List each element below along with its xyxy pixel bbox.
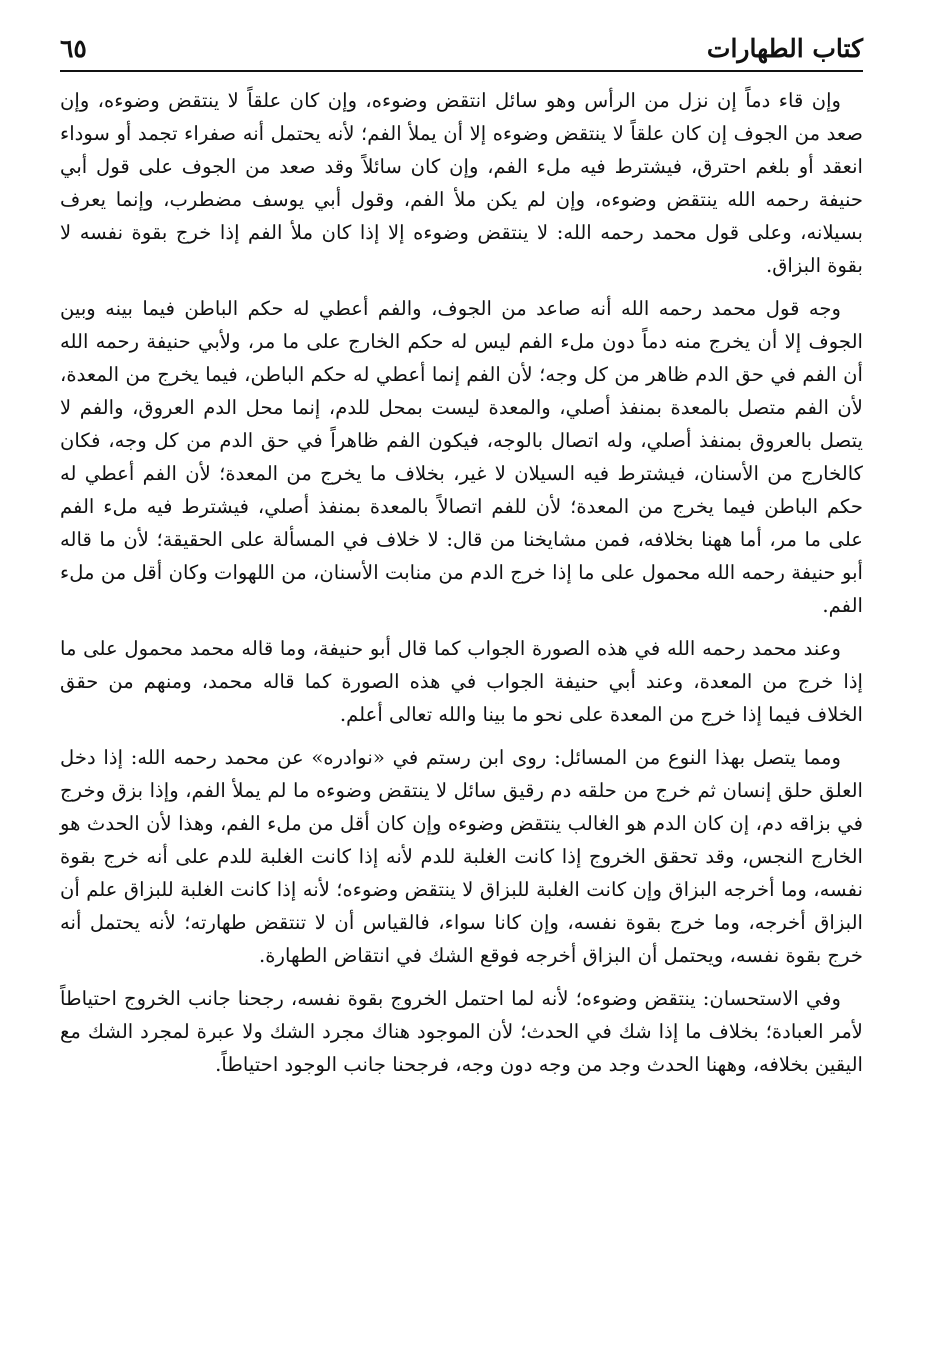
- body-text: [60, 84, 863, 1346]
- paragraph: وعند محمد رحمه الله في هذه الصورة الجواب كما قال أبو حنيفة، وما قاله محمد محمول على ما إذا خرج من المعدة، وعند أبي حنيفة الجواب في هذه الصورة كما قاله محمد، ومنهم من حقق الخلاف فيما إذا خرج من المعدة على نحو ما بينا والله تعالى أعلم.: [60, 637, 863, 726]
- paragraph: ومما يتصل بهذا النوع من المسائل: روى ابن رستم في «نوادره» عن محمد رحمه الله: إذا دخل العلق حلق إنسان ثم خرج من حلقه دم رقيق سائل لا ينتقض وضوءه ما لم يملأ الفم، وإذا بزق وخرج في بزاقه دم، إن كان الدم هو الغالب ينتقض وضوءه وإن كان أقل من ملء الفم، وهذا لأن الحدث هو الخارج النجس، وقد تحقق الخروج إذا كانت الغلبة للدم لأنه إذا كانت الغلبة للدم على أنه خرج بقوة نفسه، وما أخرجه البزاق وإن كانت الغلبة للبزاق لا ينتقض وضوءه؛ لأنه إذا كانت الغلبة للبزاق علم أن البزاق أخرجه، وما خرج بقوة نفسه، وإن كانا سواء، فالقياس أن لا تنتقض طهارته؛ لأنه يحتمل أنه خرج بقوة نفسه، ويحتمل أن البزاق أخرجه فوقع الشك في انتقاض الطهارة.: [60, 746, 863, 967]
- page-number: ٦٥: [60, 34, 87, 63]
- paragraph: وجه قول محمد رحمه الله أنه صاعد من الجوف، والفم أعطي له حكم الباطن فيما بينه وبين الجوف إلا أن يخرج منه دماً دون ملء الفم ليس له حكم الخارج على ما مر، ولأبي حنيفة رحمه الله أن الفم في حق الدم ظاهر من كل وجه؛ لأن الفم إنما أعطي له حكم الباطن، فيما يخرج من المعدة، لأن الفم متصل بالمعدة بمنفذ أصلي، والمعدة ليست بمحل للدم، إنما محل الدم العروق، والفم لا يتصل بالعروق بمنفذ أصلي، وله اتصال بالوجه، فيكون الفم ظاهراً في حق الدم من كل وجه، فكان كالخارج من الأسنان، فيشترط فيه السيلان لا غير، بخلاف ما يخرج من المعدة؛ لأن الفم أعطي له حكم الباطن فيما يخرج من المعدة؛ لأن للفم اتصالاً بالمعدة بمنفذ أصلي، فيشترط فيه ملء الفم على ما مر، أما ههنا بخلافه، فمن مشايخنا من قال: لا خلاف في المسألة على الحقيقة؛ لأن ما قاله أبو حنيفة رحمه الله محمول على ما إذا خرج الدم من منابت الأسنان، من اللهوات وكان أقل من ملء الفم.: [60, 297, 863, 617]
- paragraph: وإن قاء دماً إن نزل من الرأس وهو سائل انتقض وضوءه، وإن كان علقاً لا ينتقض وضوءه، وإن صعد من الجوف إن كان علقاً لا ينتقض وضوءه إلا أن يملأ الفم؛ لأنه يحتمل أنه صفراء تجمد أو سوداء انعقد أو بلغم احترق، فيشترط فيه ملء الفم، وإن كان سائلاً وقد صعد من الجوف على قول أبي حنيفة رحمه الله ينتقض وضوءه، وإن لم يكن ملأ الفم، وقول أبي يوسف مضطرب، وإنما يعرف بسيلانه، وعلى قول محمد رحمه الله: لا ينتقض وضوءه إلا إذا كان ملأ الفم إذا خرج بقوة نفسه لا بقوة البزاق.: [60, 89, 863, 277]
- header-rule: [60, 70, 863, 72]
- running-title: كتاب الطهارات: [706, 34, 863, 63]
- paragraph: وفي الاستحسان: ينتقض وضوءه؛ لأنه لما احتمل الخروج بقوة نفسه، رجحنا جانب الخروج احتياطاً لأمر العبادة؛ بخلاف ما إذا شك في الحدث؛ لأن الموجود هناك مجرد الشك ولا عبرة لمجرد الشك مع اليقين بخلافه، وههنا الحدث وجد من وجه دون وجه، فرجحنا جانب الوجود احتياطاً.: [60, 987, 863, 1076]
- page-header: [60, 30, 863, 70]
